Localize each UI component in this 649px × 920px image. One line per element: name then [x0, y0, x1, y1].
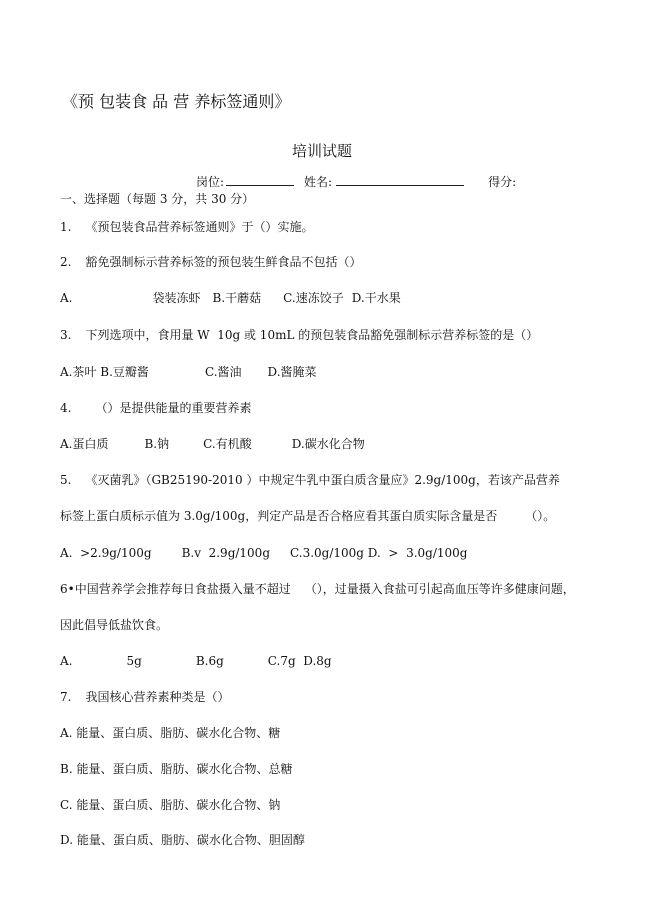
option-a: A. >2.9g/100g	[60, 546, 152, 560]
question-text: 下列选项中，食用量 W 10g 或 10mL 的预包装食品豁免强制标示营养标签的是（）	[85, 328, 539, 342]
question-text: 我国核心营养素种类是（）	[85, 690, 230, 704]
answer-blank: （）。	[525, 509, 556, 523]
q7-option-c: C. 能量、蛋白质、脂肪、碳水化合物、钠	[60, 798, 281, 812]
question-1	[60, 219, 313, 235]
question-6-continued: 因此倡导低盐饮食。	[60, 618, 169, 632]
option-a: A.	[60, 291, 73, 305]
question-text: 6•中国营养学会推荐每日食盐摄入量不超过	[60, 582, 291, 596]
option-b: B.干蘑菇	[212, 291, 262, 305]
q5-options	[60, 545, 468, 561]
question-text: （）是提供能量的重要营养素	[95, 401, 252, 415]
question-6	[60, 581, 575, 597]
question-text: 标签上蛋白质标示值为 3.0g/100g，判定产品是否合格应看其蛋白质实际含量是否	[60, 509, 498, 523]
option-b: B.v 2.9g/100g	[181, 546, 270, 560]
option-c: C.酱油	[204, 365, 242, 379]
q7-option-d: D. 能量、蛋白质、脂肪、碳水化合物、胆固醇	[60, 833, 305, 847]
name-blank	[336, 173, 464, 186]
question-number: 4.	[60, 401, 72, 415]
question-number: 1.	[60, 220, 72, 234]
post-blank	[226, 173, 294, 186]
option-a: A.	[60, 654, 73, 668]
post-label: 岗位:	[196, 175, 225, 189]
question-number: 5.	[60, 473, 72, 487]
option-c-d: C.7g D.8g	[267, 654, 332, 668]
option-a: A.蛋白质	[60, 437, 109, 451]
question-number: 3.	[60, 328, 72, 342]
section-heading: 一、选择题（每题 3 分，共 30 分）	[60, 192, 255, 206]
option-a-b: A.茶叶 B.豆瓣酱	[60, 365, 149, 379]
q7-option-b: B. 能量、蛋白质、脂肪、碳水化合物、总糖	[60, 762, 293, 776]
question-number: 2.	[60, 255, 72, 269]
question-text: 《灭菌乳》（GB25190-2010 ）中规定牛乳中蛋白质含量应》2.9g/100g，若该产品营养	[85, 473, 560, 487]
header-fields	[196, 173, 516, 190]
option-a-text: 袋装冻虾	[152, 291, 201, 305]
question-text-rest: （），过量摄入食盐可引起高血压等许多健康问题，	[304, 582, 575, 596]
question-3	[60, 327, 538, 343]
question-2	[60, 254, 361, 270]
question-7	[60, 689, 229, 705]
document-title: 《预 包装食 品 营 养标签通则》	[62, 92, 291, 111]
question-5-continued	[60, 508, 555, 524]
option-b: B.6g	[195, 654, 224, 668]
score-label: 得分:	[488, 175, 517, 189]
option-a-text: 5g	[126, 654, 142, 668]
question-text: 豁免强制标示营养标签的预包装生鲜食品不包括（）	[85, 255, 362, 269]
question-text: 《预包装食品营养标签通则》于（）实施。	[85, 220, 314, 234]
name-label: 姓名:	[304, 175, 333, 189]
option-d: D.干水果	[351, 291, 401, 305]
q7-option-a: A. 能量、蛋白质、脂肪、碳水化合物、糖	[60, 726, 281, 740]
q4-options	[60, 436, 365, 452]
q2-options	[60, 290, 401, 306]
option-d: D.酱腌菜	[267, 365, 317, 379]
question-5	[60, 472, 560, 488]
option-c: C.速冻饺子	[283, 291, 344, 305]
q3-options	[60, 364, 317, 380]
exam-title: 培训试题	[292, 142, 353, 160]
q6-options	[60, 653, 332, 669]
option-b: B.钠	[144, 437, 170, 451]
question-number: 7.	[60, 690, 72, 704]
option-c: C.有机酸	[203, 437, 252, 451]
option-d: D.碳水化合物	[291, 437, 365, 451]
option-c-d: C.3.0g/100g D. > 3.0g/100g	[290, 546, 468, 560]
question-4	[60, 400, 251, 416]
